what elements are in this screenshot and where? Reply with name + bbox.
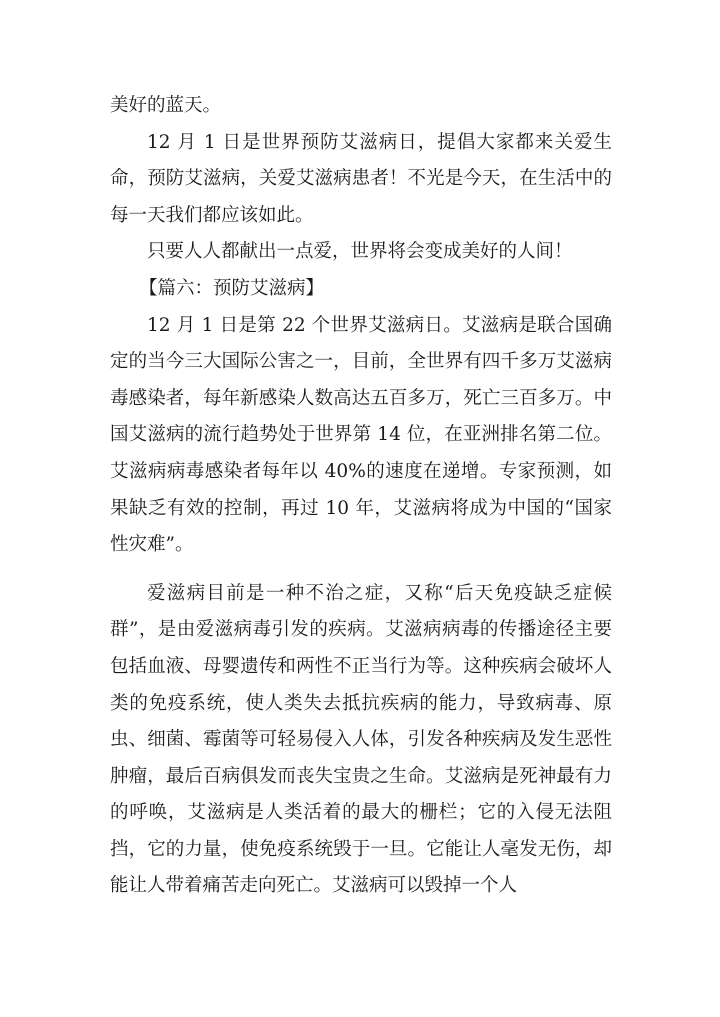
paragraph-aids-statistics: 12 月 1 日是第 22 个世界艾滋病日。艾滋病是联合国确定的当今三大国际公害之一，目前，全世界有四千多万艾滋病毒感染者，每年新感染人数高达五百多万，死亡三百多万。中国艾滋病的流行趋势处于世界第 14 位，在亚洲排名第二位。艾滋病病毒感染者每年以 40%的速度在递增。专家预测，如果缺乏有效的控制，再过 10 年，艾滋病将成为中国的“国家性灾难”。	[110, 314, 612, 556]
section-heading: 【篇六：预防艾滋病】	[139, 277, 325, 299]
paragraph-world-aids-day: 12 月 1 日是世界预防艾滋病日，提倡大家都来关爱生命，预防艾滋病，关爱艾滋病患者！不光是今天，在生活中的每一天我们都应该如此。	[110, 131, 612, 226]
paragraph-love-message: 只要人人都献出一点爱，世界将会变成美好的人间！	[147, 241, 573, 263]
paragraph-continuation: 美好的蓝天。	[110, 95, 222, 116]
paragraph-aids-description: 爱滋病目前是一种不治之症，又称“后天免疫缺乏症候群”，是由爱滋病毒引发的疾病。艾滋病病毒的传播途径主要包括血液、母婴遗传和两性不正当行为等。这种疾病会破坏人类的免疫系统，使人类失去抵抗疾病的能力，导致病毒、原虫、细菌、霉菌等可轻易侵入人体，引发各种疾病及发生恶性肿瘤，最后百病俱发而丧失宝贵之生命。艾滋病是死神最有力的呼唤，艾滋病是人类活着的最大的栅栏；它的入侵无法阻挡，它的力量，使免疫系统毁于一旦。它能让人毫发无伤，却能让人带着痛苦走向死亡。艾滋病可以毁掉一个人	[110, 582, 612, 897]
document-body	[110, 88, 612, 905]
paragraph-gap	[110, 564, 612, 576]
